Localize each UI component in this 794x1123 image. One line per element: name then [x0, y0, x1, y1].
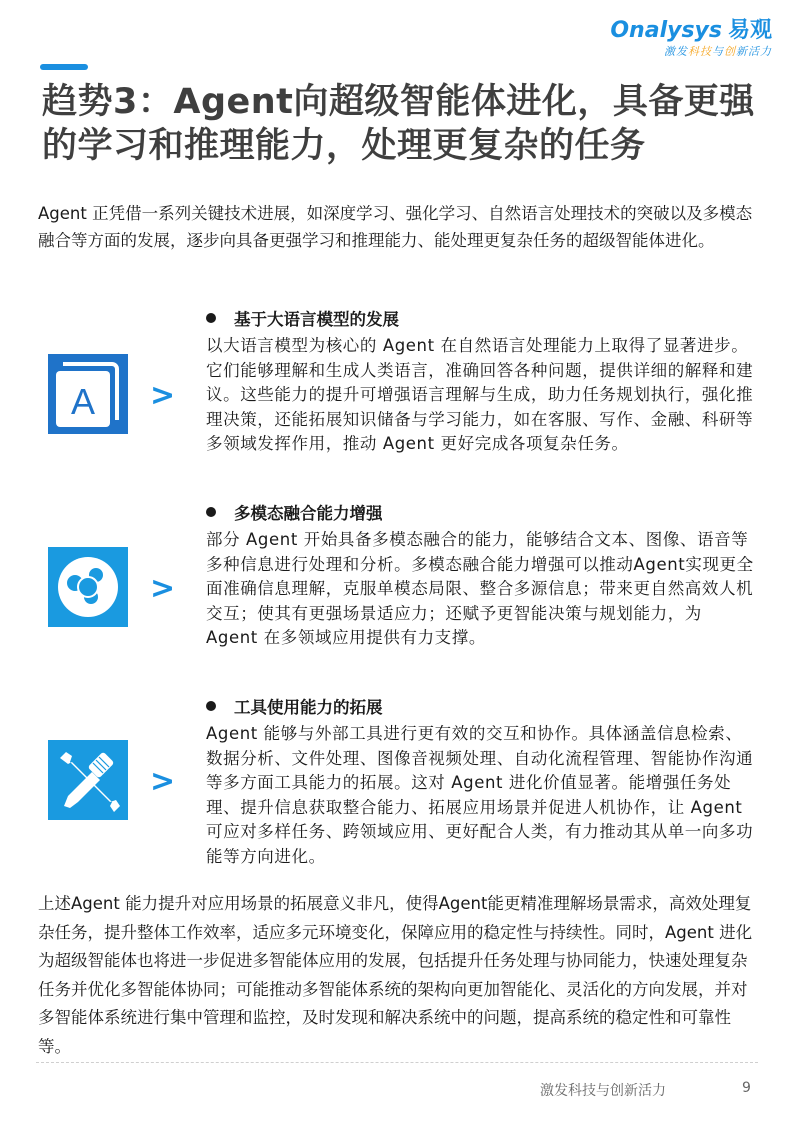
section-heading-text: 基于大语言模型的发展	[234, 310, 399, 329]
logo-cn: 易观	[727, 18, 772, 43]
tagline-part: 新	[736, 45, 748, 58]
bullet-icon	[206, 313, 216, 323]
page-title: 趋势3：Agent向超级智能体进化，具备更强的学习和推理能力，处理更复杂的任务	[42, 82, 755, 166]
logo-tagline	[610, 44, 772, 60]
tagline-part: 活力	[748, 45, 772, 58]
section-body: Agent 能够与外部工具进行更有效的交互和协作。具体涵盖信息检索、数据分析、文件处理、图像音视频处理、自动化流程管理、智能协作沟通等多方面工具能力的拓展。这对 Agent 进化价值显著。能增强任务处理、提升信息获取整合能力、拓展应用场景并促进人机协作，让 Agent 可应对多样任务、跨领域应用、更好配合人类，有力推动其从单一向多功能等方向进化。	[206, 724, 754, 866]
analysys-logo	[610, 18, 772, 60]
section-heading	[206, 503, 383, 525]
logo-wordmark	[610, 18, 772, 44]
bullet-icon	[206, 701, 216, 711]
section-heading	[206, 309, 399, 331]
section-heading	[206, 697, 383, 719]
bullet-icon	[206, 507, 216, 517]
footer-slogan: 激发科技与创新活力	[540, 1083, 666, 1099]
chevron-right-icon: >	[150, 378, 176, 413]
logo-text: Onalysys	[610, 18, 722, 43]
section-body: 以大语言模型为核心的 Agent 在自然语言处理能力上取得了显著进步。它们能够理解和生成人类语言，准确回答各种问题，提供详细的解释和建议。这些能力的提升可增强语言理解与生成，助力任务规划执行，强化推理决策，还能拓展知识储备与学习能力，如在客服、写作、金融、科研等多领域发挥作用，推动 Agent 更好完成各项复杂任务。	[206, 336, 754, 453]
title-accent-bar	[40, 64, 88, 70]
tagline-part: 激发	[664, 45, 688, 58]
tagline-part: 科技	[688, 45, 712, 58]
tagline-part: 创	[724, 45, 736, 58]
multimodal-fusion-icon	[48, 547, 128, 627]
intro-paragraph: Agent 正凭借一系列关键技术进展，如深度学习、强化学习、自然语言处理技术的突破以及多模态融合等方面的发展，逐步向具备更强学习和推理能力、能处理更复杂任务的超级智能体进化。	[38, 204, 753, 250]
conclusion-paragraph: 上述Agent 能力提升对应用场景的拓展意义非凡，使得Agent能更精准理解场景需求，高效处理复杂任务，提升整体工作效率，适应多元环境变化，保障应用的稳定性与持续性。同时，Agent 进化为超级智能体也将进一步促进多智能体应用的发展，包括提升任务处理与协同能力，快速处理复杂任务并优化多智能体协同；可能推动多智能体系统的架构向更加智能化、灵活化的方向发展，并对多智能体系统进行集中管理和监控，及时发现和解决系统中的问题，提高系统的稳定性和可靠性等。	[38, 894, 753, 1056]
section-heading-text: 多模态融合能力增强	[234, 504, 383, 523]
chevron-right-icon: >	[150, 571, 176, 606]
chevron-right-icon: >	[150, 764, 176, 799]
section-body: 部分 Agent 开始具备多模态融合的能力，能够结合文本、图像、语音等多种信息进行处理和分析。多模态融合能力增强可以推动Agent实现更全面准确信息理解，克服单模态局限、整合多源信息；带来更自然高效人机交互；使其有更强场景适应力；还赋予更智能决策与规划能力，为 Agent 在多领域应用提供有力支撑。	[206, 530, 754, 647]
tools-icon	[48, 740, 128, 820]
footer-divider	[36, 1062, 758, 1063]
section-heading-text: 工具使用能力的拓展	[234, 698, 383, 717]
language-model-icon	[48, 354, 128, 434]
page-number: 9	[742, 1080, 751, 1096]
tagline-part: 与	[712, 45, 724, 58]
svg-text:A: A	[70, 381, 96, 422]
